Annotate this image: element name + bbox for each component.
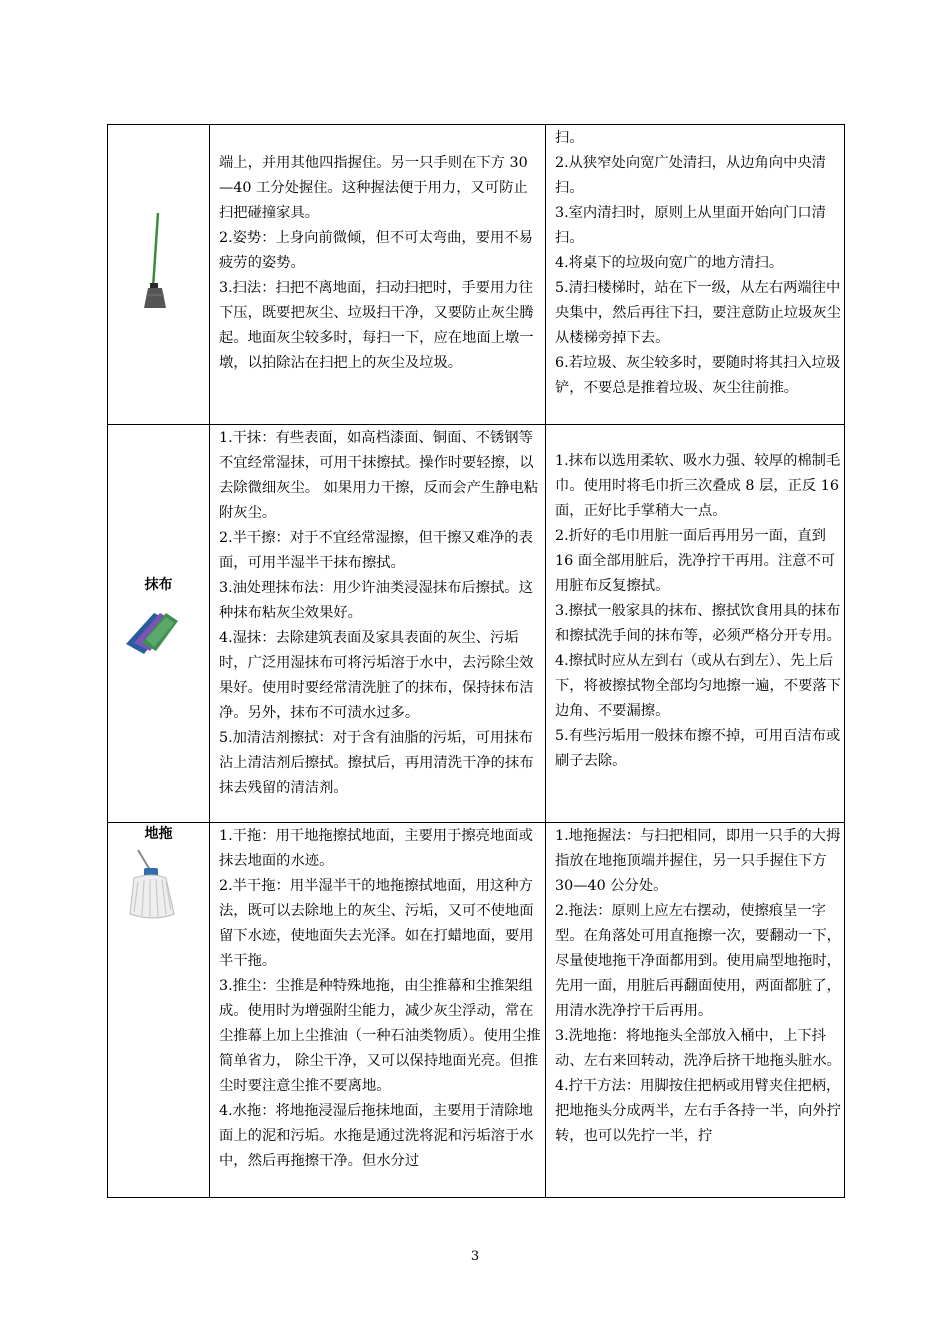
text-line: 1.干拖：用干地拖擦拭地面，主要用于擦亮地面或抹去地面的水迹。 [219,828,533,869]
notes-cell [546,823,845,1198]
usage-method-cell [210,823,546,1198]
text-line: 3.擦拭一般家具的抹布、擦拭饮食用具的抹布和擦拭洗手间的抹布等，必须严格分开专用。 [555,603,841,644]
text-line: 1.干抹：有些表面，如高档漆面、铜面、不锈钢等不宜经常湿抹，可用干抹擦拭。操作时要轻擦，以去除微细灰尘。 如果用力干擦，反而会产生静电粘附灰尘。 [219,430,539,521]
text-line: 2.姿势：上身向前微倾，但不可太弯曲，要用不易疲劳的姿势。 [219,230,533,271]
tool-cell-mop [108,823,210,1198]
page-number: 3 [470,1249,480,1264]
tool-label: 抹布 [144,577,173,593]
tool-cell-cloth [108,425,210,823]
text-line: 3.室内清扫时，原则上从里面开始向门口清扫。 [555,205,826,246]
text-line: 1.抹布以选用柔软、吸水力强、较厚的棉制毛巾。使用时将毛巾折三次叠成 8 层，正反 16 面，正好比手掌稍大一点。 [555,453,841,519]
text-line: 端上，并用其他四指握住。另一只手则在下方 30—40 工分处握住。这种握法便于用力，又可防止扫把碰撞家具。 [219,155,528,221]
table-row-broom [108,125,845,425]
text-line: 2.折好的毛巾用脏一面后再用另一面，直到 16 面全部用脏后，洗净拧干再用。注意不可用脏布反复擦拭。 [555,528,836,594]
broom-icon [108,125,210,423]
text-line: 3.推尘：尘推是种特殊地拖，由尘推幕和尘推架组成。使用时为增强附尘能力，减少灰尘浮动，常在尘推幕上加上尘推油（一种石油类物质）。使用尘推简单省力， 除尘干净，又可以保持地面光亮。但推尘时要注意尘推不要离地。 [219,978,541,1094]
tool-label: 地拖 [144,826,173,842]
cleaning-cloth-icon [108,599,210,669]
text-line: 5.清扫楼梯时，站在下一级，从左右两端往中央集中，然后再往下扫，要注意防止垃圾灰尘从楼梯旁掉下去。 [555,280,841,346]
text-line: 6.若垃圾、灰尘较多时，要随时将其扫入垃圾铲，不要总是推着垃圾、灰尘往前推。 [555,355,841,396]
text-line: 2.半干擦：对于不宜经常湿擦，但干擦又难净的表面，可用半湿半干抹布擦拭。 [219,530,533,571]
text-line: 2.从狭窄处向宽广处清扫，从边角向中央清扫。 [555,155,826,196]
text-line: 2.半干拖：用半湿半干的地拖擦拭地面，用这种方法，既可以去除地上的灰尘、污垢，又可不使地面留下水迹，使地面失去光泽。如在打蜡地面，要用半干拖。 [219,878,534,969]
text-line: 4.湿抹：去除建筑表面及家具表面的灰尘、污垢时，广泛用湿抹布可将污垢溶于水中，去污除尘效果好。使用时要经常清洗脏了的抹布，保持抹布洁净。另外，抹布不可渍水过多。 [219,630,534,721]
text-line: 2.拖法：原则上应左右摆动，使擦痕呈一字型。在角落处可用直拖擦一次，要翻动一下，尽量使地拖干净面都用到。使用扁型地拖时，先用一面，用脏后再翻面使用，两面都脏了，用清水洗净拧干后再用。 [555,903,841,1019]
text-line: 扫。 [555,130,584,146]
notes-cell [546,425,845,823]
text-line: 3.油处理抹布法：用少许油类浸湿抹布后擦拭。这种抹布粘灰尘效果好。 [219,580,533,621]
tool-cell-broom [108,125,210,425]
text-line: 4.将桌下的垃圾向宽广的地方清扫。 [555,255,784,271]
text-line: 4.水拖：将地拖浸湿后拖抹地面，主要用于清除地面上的泥和污垢。水拖是通过洗将泥和污垢溶于水中，然后再拖擦干净。但水分过 [219,1103,534,1169]
text-line: 4.擦拭时应从左到右（或从右到左）、先上后下，将被擦拭物全部均匀地擦一遍，不要落下边角、不要漏擦。 [555,653,841,719]
text-line: 1.地拖握法：与扫把相同，即用一只手的大拇指放在地拖顶端并握住，另一只手握住下方 30—40 公分处。 [555,828,841,894]
text-line: 5.有些污垢用一般抹布擦不掉，可用百洁布或刷子去除。 [555,728,841,769]
notes-cell [546,125,845,425]
cleaning-tools-table [107,124,845,1198]
text-line: 3.洗地拖：将地拖头全部放入桶中，上下抖动、左右来回转动，洗净后挤干地拖头脏水。 [555,1028,841,1069]
text-line: 4.拧干方法：用脚按住把柄或用臂夹住把柄，把地拖头分成两半，左右手各持一半，向外拧转，也可以先拧一半，拧 [555,1078,841,1144]
mop-icon [108,848,210,928]
usage-method-cell [210,425,546,823]
text-line: 5.加清洁剂擦拭：对于含有油脂的污垢，可用抹布沾上清洁剂后擦拭。擦拭后，再用清洗干净的抹布抹去残留的清洁剂。 [219,730,534,796]
table-row-cloth [108,425,845,823]
text-line: 3.扫法：扫把不离地面，扫动扫把时，手要用力往下压，既要把灰尘、垃圾扫干净，又要防止灰尘腾起。地面灰尘较多时，每扫一下，应在地面上墩一墩，以拍除沾在扫把上的灰尘及垃圾。 [219,280,534,371]
table-row-mop [108,823,845,1198]
usage-method-cell [210,125,546,425]
